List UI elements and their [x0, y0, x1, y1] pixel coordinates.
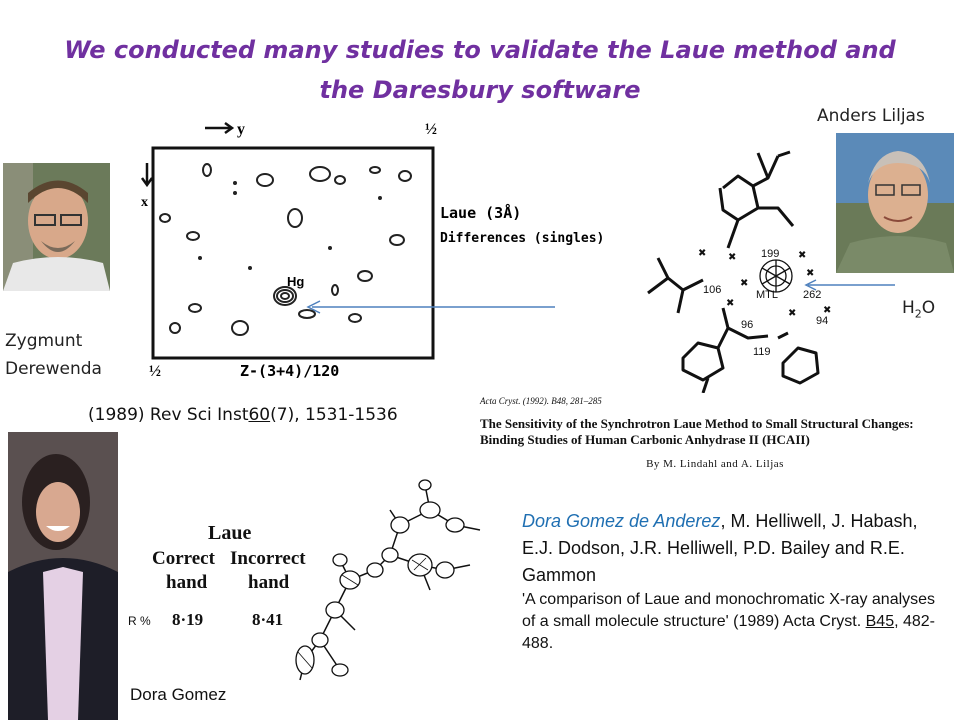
- label-199: 199: [761, 248, 780, 260]
- table-col1: Correct: [152, 548, 215, 569]
- table-value2: 8·41: [252, 610, 284, 629]
- citation2-detail: [522, 589, 942, 655]
- table-col2b: hand: [248, 572, 290, 593]
- half-top-label: ½: [425, 121, 437, 138]
- photo-anders-liljas: [836, 133, 954, 273]
- r-percent-label: R %: [128, 614, 151, 628]
- legend-line-1: Laue (3Å): [440, 204, 522, 222]
- name-dora-gomez: Dora Gomez: [130, 685, 227, 704]
- laue-table: [150, 522, 306, 632]
- pointer-arrow-left: [300, 295, 560, 319]
- citation1-prefix: (1989) Rev Sci Inst: [88, 405, 249, 425]
- hg-label: Hg: [287, 274, 305, 289]
- citation2-pages: , 482-488.: [522, 613, 936, 652]
- legend-line-2: Differences (singles): [440, 231, 605, 246]
- citation-rev-sci-inst: [88, 405, 398, 425]
- carbonic-anhydrase-structure: [628, 148, 838, 393]
- slide-title: We conducted many studies to validate the Laue method and the Daresbury software: [64, 36, 896, 104]
- other-authors: , M. Helliwell, J. Habash, E.J. Dodson, J.R. Helliwell, P.D. Bailey and R.E. Gammon: [522, 511, 918, 585]
- citation1-suffix: (7), 1531-1536: [270, 405, 398, 425]
- label-119: 119: [753, 346, 771, 358]
- section-label: Z-(3+4)/120: [240, 362, 340, 380]
- pointer-arrow-h2o: [800, 276, 900, 294]
- table-header: Laue: [208, 522, 252, 544]
- citation-acta-cryst-b45: [522, 508, 942, 655]
- svg-text:✖: ✖: [798, 250, 807, 261]
- label-96: 96: [741, 319, 754, 331]
- name-anders-liljas: Anders Liljas: [817, 106, 925, 126]
- citation1-volume: 60: [248, 405, 271, 425]
- photo-zygmunt-derewenda: [3, 163, 110, 291]
- ortep-molecule: [280, 470, 520, 700]
- label-94: 94: [816, 315, 829, 327]
- name-zygmunt: Zygmunt: [5, 331, 83, 351]
- svg-text:✖: ✖: [788, 308, 797, 319]
- portrait-image: [8, 432, 118, 720]
- difference-map-figure: [135, 118, 615, 398]
- paper-header: [480, 396, 950, 470]
- svg-text:✖: ✖: [698, 248, 707, 259]
- paper-authors: By M. Lindahl and A. Liljas: [646, 458, 784, 470]
- table-col2: Incorrect: [230, 548, 306, 569]
- table-col1b: hand: [166, 572, 208, 593]
- laue-difference-map: [135, 118, 615, 398]
- paper-journal: Acta Cryst. (1992). B48, 281–285: [480, 396, 602, 406]
- half-bottom-label: ½: [149, 363, 161, 380]
- svg-text:✖: ✖: [726, 298, 735, 309]
- name-derewenda: Derewenda: [5, 359, 102, 379]
- label-106: 106: [703, 284, 722, 296]
- portrait-image: [3, 163, 110, 291]
- axis-y-label: y: [237, 121, 245, 138]
- svg-text:✖: ✖: [823, 305, 832, 316]
- first-author: Dora Gomez de Anderez: [522, 511, 721, 531]
- svg-text:✖: ✖: [728, 252, 737, 263]
- h2o-label: $H_2O$: [902, 298, 936, 321]
- table-value1: 8·19: [172, 610, 204, 629]
- photo-dora-gomez: [8, 432, 118, 720]
- portrait-image: [836, 133, 954, 273]
- label-262: 262: [803, 289, 822, 301]
- axis-x-label: x: [141, 195, 148, 210]
- paper-title: The Sensitivity of the Synchrotron Laue Method to Small Structural Changes: Binding Studies of Human Carbonic Anhydrase II (HCAII): [480, 416, 914, 447]
- label-mtl: MTL: [756, 289, 778, 301]
- svg-text:✖: ✖: [806, 268, 815, 279]
- citation2-volume: B45: [865, 613, 895, 630]
- citation2-quote: 'A comparison of Laue and monochromatic X-ray analyses of a small molecule structure' (1989) Acta Cryst.: [522, 591, 936, 630]
- molecule-figure: [280, 470, 520, 700]
- svg-text:✖: ✖: [740, 278, 749, 289]
- binding-site-figure: [628, 148, 838, 393]
